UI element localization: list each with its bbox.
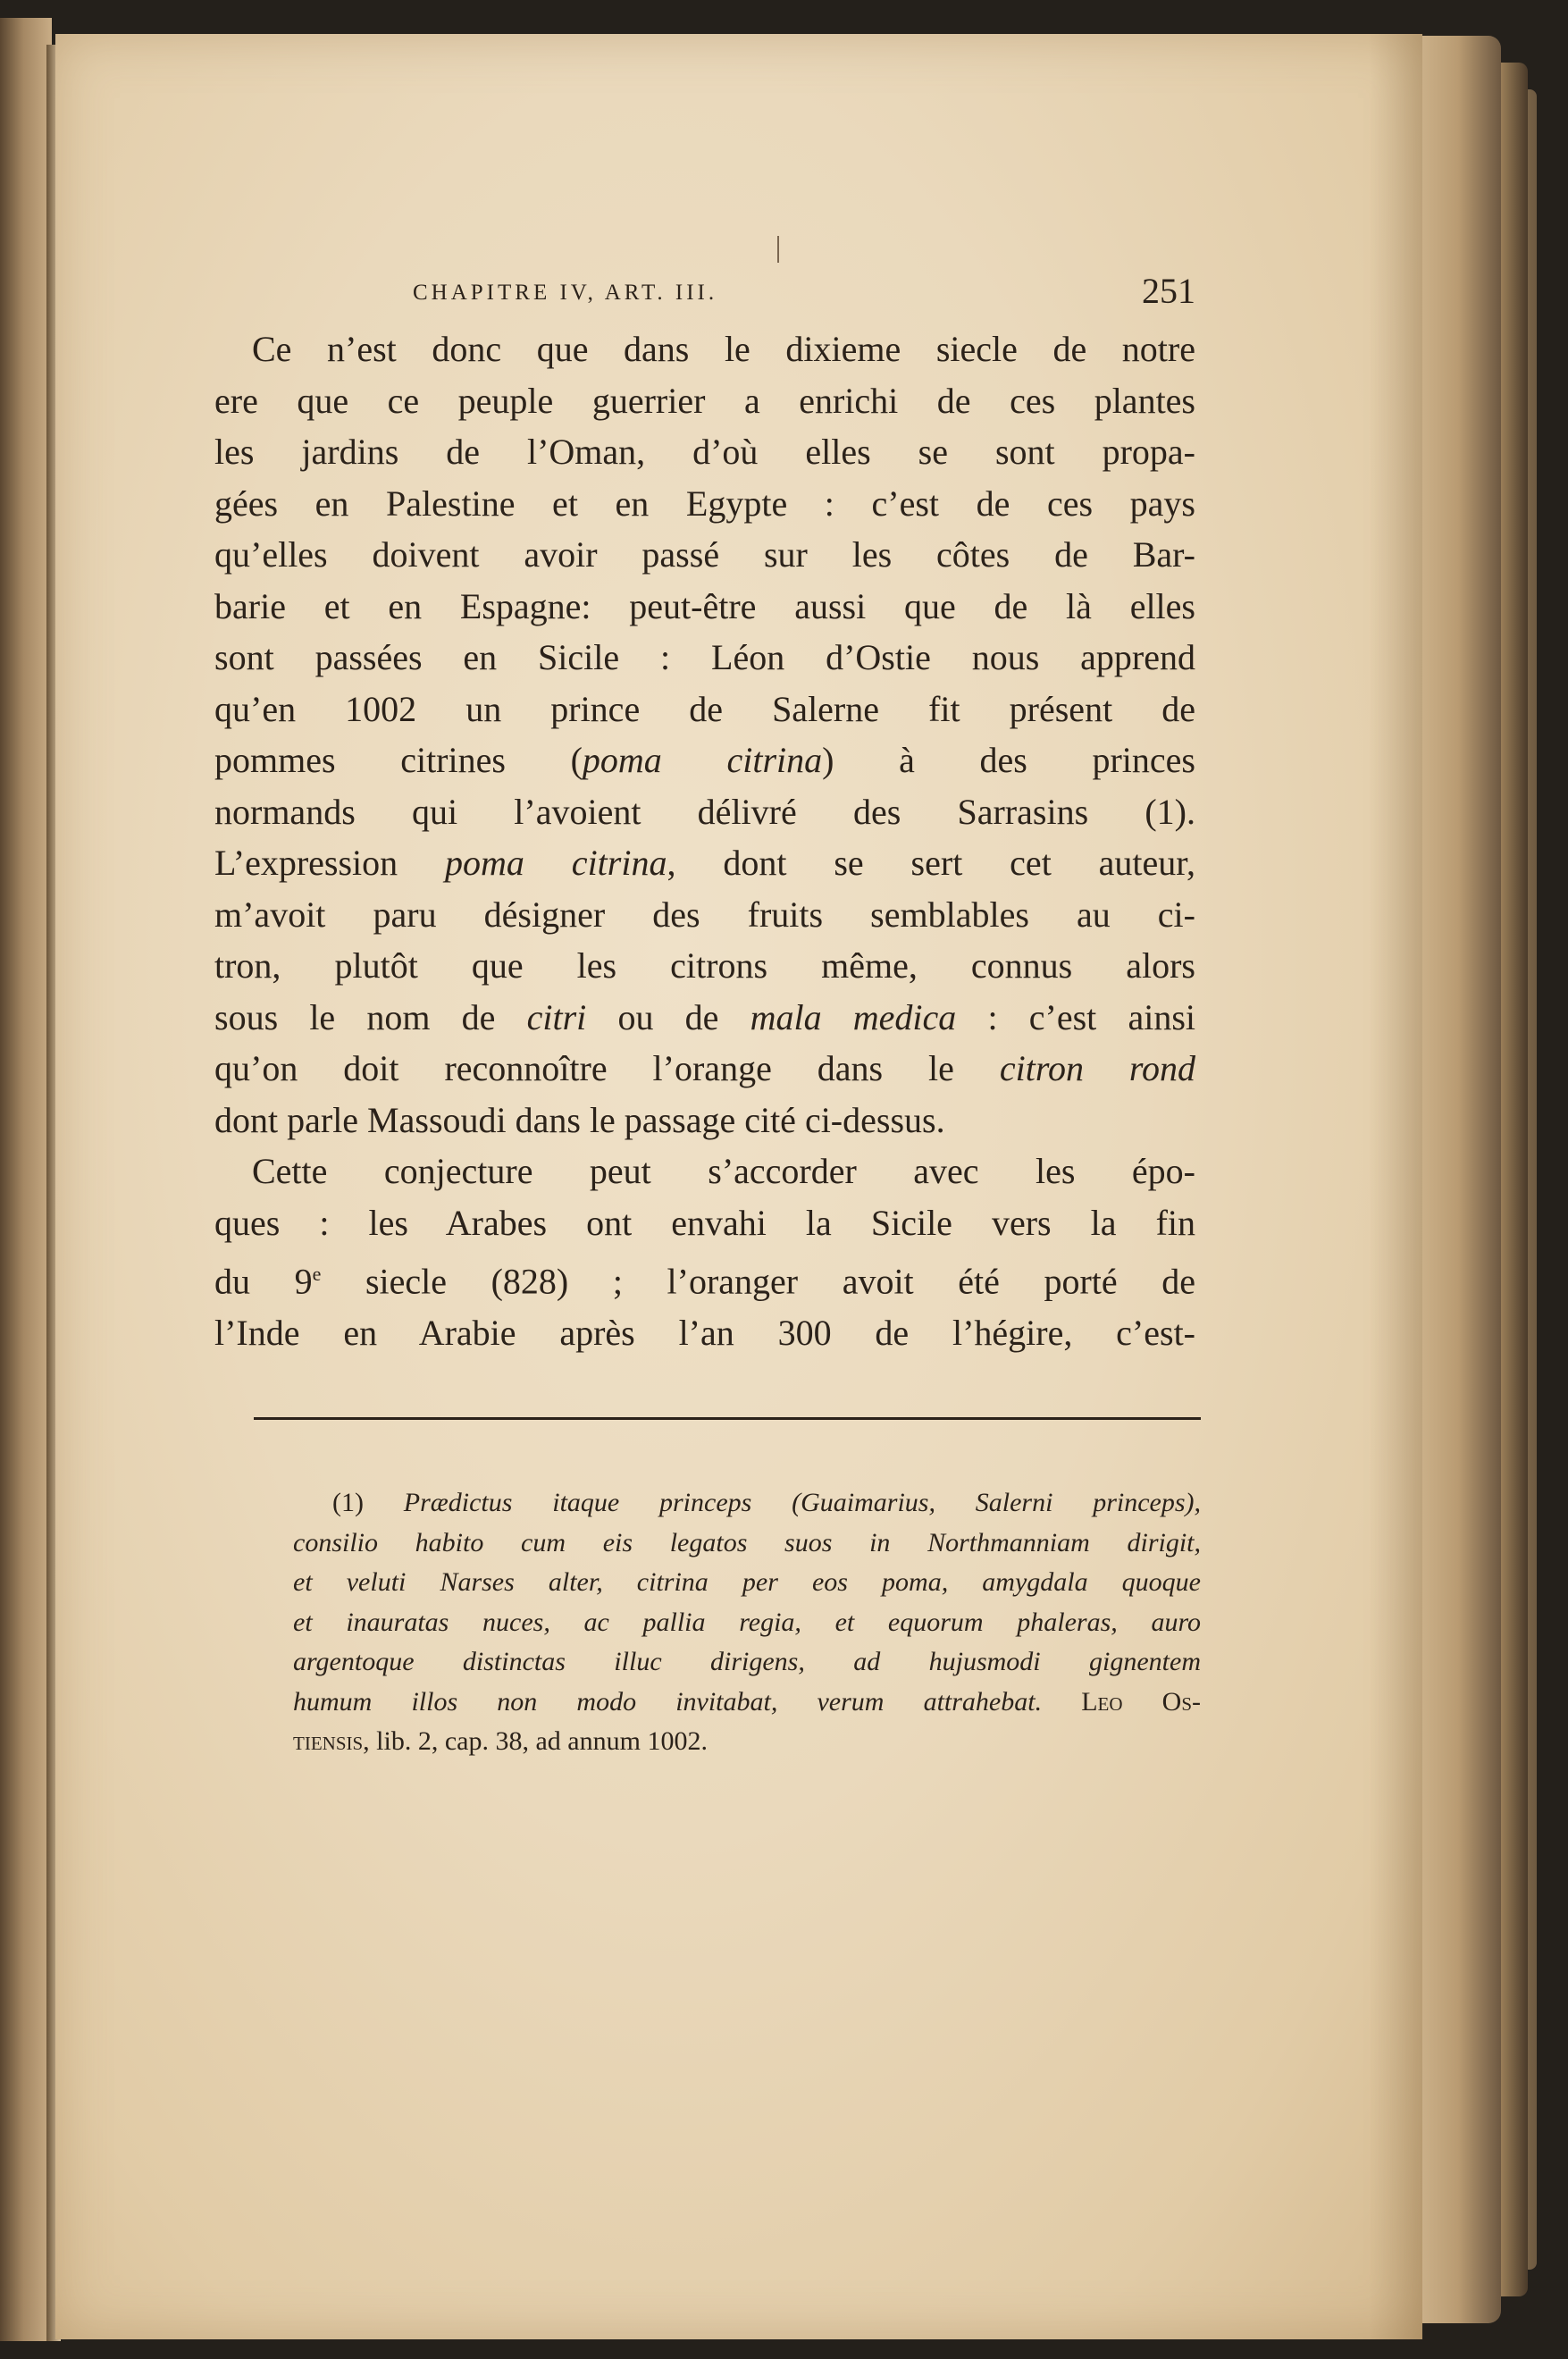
text-line: du 9e siecle (828) ; l’oranger avoit été porté de [214,1261,1196,1302]
text-line: ere que ce peuple guerrier a enrichi de ces plantes [214,380,1195,421]
paragraph-1 [214,323,1195,1146]
text-line: L’expression poma citrina, dont se sert cet auteur, [214,843,1196,883]
footnote-citation-line: tiensis, lib. 2, cap. 38, ad annum 1002. [293,1726,708,1756]
footnote-line: (1) Prædictus itaque princeps (Guaimarius, Salerni princeps), [332,1488,1201,1517]
text-line: m’avoit paru désigner des fruits semblables au ci- [214,894,1195,935]
paragraph-2 [214,1146,1195,1358]
text-line: les jardins de l’Oman, d’où elles se sont propa- [214,432,1195,472]
footnote-line: et veluti Narses alter, citrina per eos poma, amygdala quoque [293,1567,1201,1597]
text-line: sont passées en Sicile : Léon d’Ostie nous apprend [214,637,1195,677]
footnote-marker: (1) [332,1488,364,1517]
footnote [293,1483,1201,1762]
main-text-block [214,268,1195,1358]
text-line: sous le nom de citri ou de mala medica : c’est ainsi [214,996,1196,1037]
footnote-author: Leo Os- [1081,1686,1202,1717]
footnote-line: et inauratas nuces, ac pallia regia, et equorum phaleras, auro [293,1607,1201,1637]
text-line: gées en Palestine et en Egypte : c’est de ces pays [214,483,1195,524]
text-line: qu’elles doivent avoir passé sur les côtes de Bar- [214,534,1195,575]
text-line: Ce n’est donc que dans le dixieme siecle de notre [252,329,1195,369]
footnote-line: consilio habito cum eis legatos suos in Northmanniam dirigit, [293,1527,1201,1557]
footnote-line: argentoque distinctas illuc dirigens, ad hujusmodi gignentem [293,1647,1201,1676]
facing-page-edge [0,18,52,2341]
pencil-mark [777,236,779,263]
text-line: qu’en 1002 un prince de Salerne fit présent de [214,688,1195,729]
text-line: tron, plutôt que les citrons même, connus alors [214,945,1195,986]
text-line: barie et en Espagne: peut-être aussi que de là elles [214,585,1195,626]
page-number: 251 [1142,271,1195,311]
text-line: ques : les Arabes ont envahi la Sicile vers la fin [214,1202,1195,1243]
text-line: l’Inde en Arabie après l’an 300 de l’hégire, c’est- [214,1312,1195,1353]
footnote-line: humum illos non modo invitabat, verum attrahebat. Leo Os- [293,1686,1202,1717]
text-line: Cette conjecture peut s’accorder avec les épo- [252,1151,1195,1191]
running-head [214,268,1195,323]
text-line: qu’on doit reconnoître l’orange dans le citron rond [214,1048,1195,1088]
running-head-title: CHAPITRE IV, ART. III. [413,281,718,305]
text-line: normands qui l’avoient délivré des Sarrasins (1). [214,791,1195,832]
text-line: pommes citrines (poma citrina) à des princes [214,740,1195,780]
text-line: dont parle Massoudi dans le passage cité ci-dessus. [214,1099,945,1140]
book-page [55,34,1422,2339]
footnote-rule [254,1417,1201,1420]
